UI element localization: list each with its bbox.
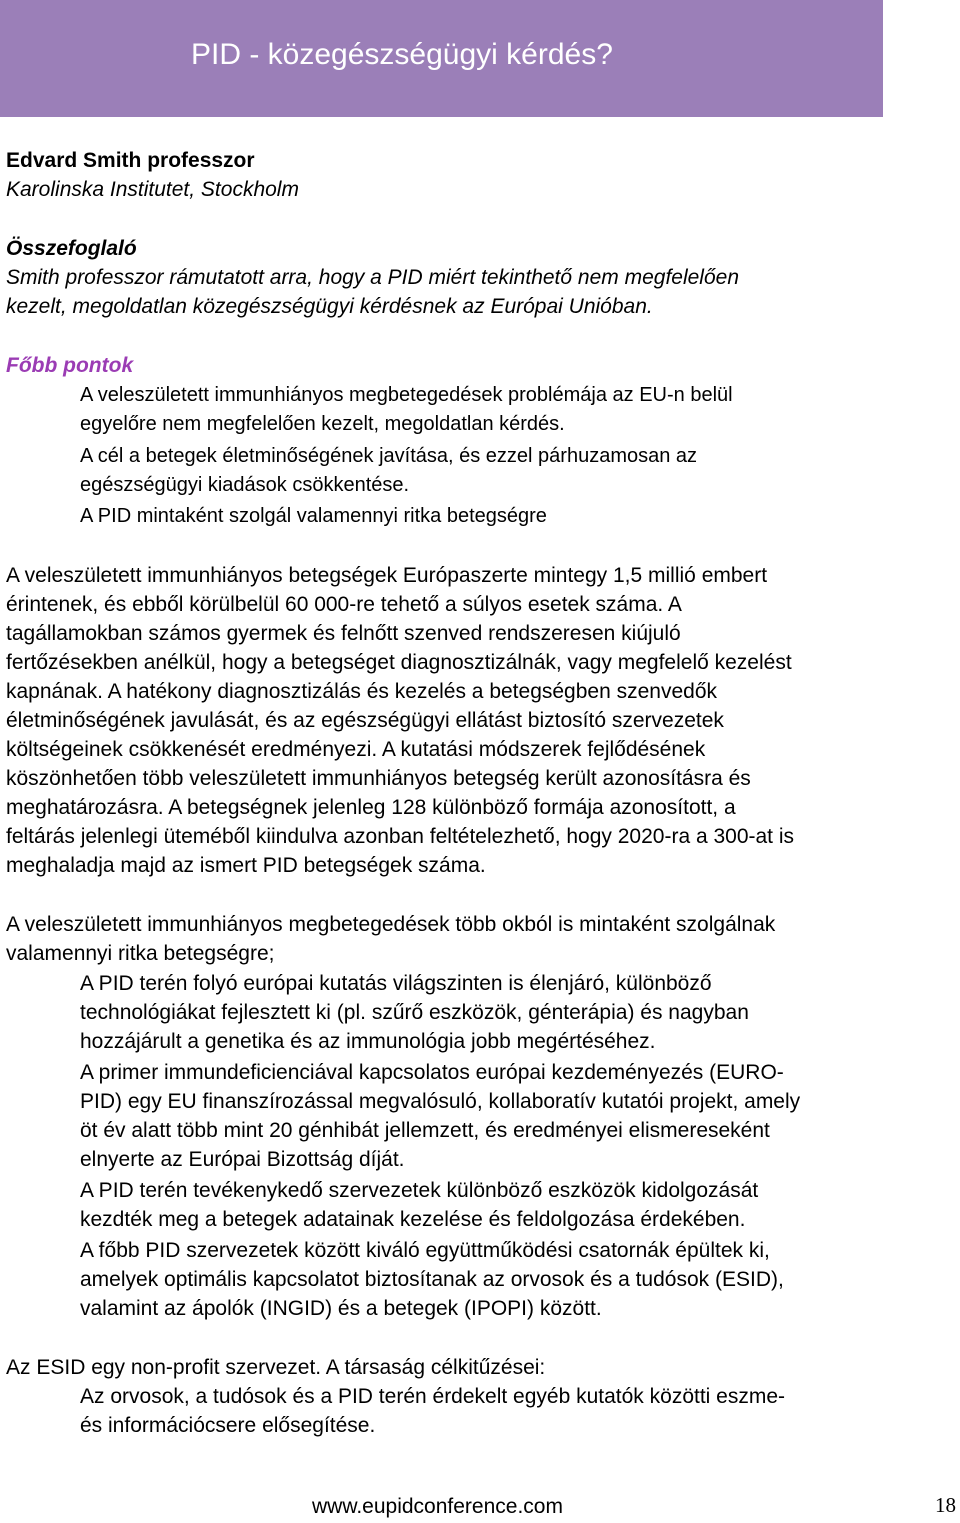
reason-line: kezdték meg a betegek adatainak kezelése és feldolgozása érdekében. xyxy=(80,1208,746,1231)
reason-line: elnyerte az Európai Bizottság díját. xyxy=(80,1148,405,1171)
body-line: meghaladja majd az ismert PID betegségek száma. xyxy=(6,854,486,877)
reason-line: technológiákat fejlesztett ki (pl. szűrő eszközök, génterápia) és nagyban xyxy=(80,1001,749,1024)
summary-line: Smith professzor rámutatott arra, hogy a PID miért tekinthető nem megfelelően xyxy=(6,266,740,289)
key-point-line: egyelőre nem megfelelően kezelt, megoldatlan kérdés. xyxy=(80,413,565,435)
reason-line: hozzájárult a genetika és az immunológia jobb megértéséhez. xyxy=(80,1030,656,1053)
body-line: kapnának. A hatékony diagnosztizálás és kezelés a betegségben szenvedők xyxy=(6,680,717,703)
body-line: fertőzésekben anélkül, hogy a betegséget diagnosztizálnák, vagy megfelelő kezelést xyxy=(6,651,792,674)
esid-goal-line: Az orvosok, a tudósok és a PID terén érdekelt egyéb kutatók közötti eszme- xyxy=(80,1385,786,1408)
reason-line: amelyek optimális kapcsolatot biztosítanak az orvosok és a tudósok (ESID), xyxy=(80,1268,784,1291)
reason-line: A főbb PID szervezetek között kiváló együttműködési csatornák épültek ki, xyxy=(80,1239,770,1262)
body-line: költségeinek csökkenését eredményezi. A kutatási módszerek fejlődésének xyxy=(6,738,706,761)
reason-line: A PID terén folyó európai kutatás világszinten is élenjáró, különböző xyxy=(80,972,712,995)
body-line: A veleszületett immunhiányos betegségek Európaszerte mintegy 1,5 millió embert xyxy=(6,564,768,587)
reason-line: A primer immundeficienciával kapcsolatos európai kezdeményezés (EURO- xyxy=(80,1061,784,1084)
reason-line: A PID terén tevékenykedő szervezetek különböző eszközök kidolgozását xyxy=(80,1179,759,1202)
key-point-line: A PID mintaként szolgál valamennyi ritka betegségre xyxy=(80,505,547,527)
body-line: köszönhetően több veleszületett immunhiányos betegség került azonosításra és xyxy=(6,767,751,790)
page-title: PID - közegészségügyi kérdés? xyxy=(191,38,613,71)
footer-url[interactable]: www.eupidconference.com xyxy=(312,1495,563,1518)
reason-line: PID) egy EU finanszírozással megvalósuló, kollaboratív kutatói projekt, amely xyxy=(80,1090,801,1113)
summary-heading: Összefoglaló xyxy=(6,237,137,260)
key-point-line: A cél a betegek életminőségének javítása, és ezzel párhuzamosan az xyxy=(80,445,698,467)
reasons-intro-line: valamennyi ritka betegségre; xyxy=(6,942,275,965)
esid-goal-line: és információcsere elősegítése. xyxy=(80,1414,376,1437)
key-point-line: egészségügyi kiadások csökkentése. xyxy=(80,474,410,496)
page-number: 18 xyxy=(935,1493,956,1517)
body-line: érintenek, és ebből körülbelül 60 000-re tehető a súlyos esetek száma. A xyxy=(6,593,682,616)
key-points-heading: Főbb pontok xyxy=(6,354,134,377)
body-line: feltárás jelenlegi üteméből kiindulva azonban feltételezhető, hogy 2020-ra a 300-at is xyxy=(6,825,795,848)
body-line: tagállamokban számos gyermek és felnőtt szenved rendszeresen kiújuló xyxy=(6,622,681,645)
title-banner xyxy=(0,0,883,117)
author-affiliation: Karolinska Institutet, Stockholm xyxy=(6,178,299,201)
summary-line: kezelt, megoldatlan közegészségügyi kérdésnek az Európai Unióban. xyxy=(6,295,653,318)
body-line: meghatározásra. A betegségnek jelenleg 128 különböző formája azonosított, a xyxy=(6,796,736,819)
esid-intro: Az ESID egy non-profit szervezet. A társaság célkitűzései: xyxy=(6,1356,546,1379)
body-line: életminőségének javulását, és az egészségügyi ellátást biztosító szervezetek xyxy=(6,709,724,732)
reason-line: öt év alatt több mint 20 génhibát jellemzett, és eredményei elismereseként xyxy=(80,1119,770,1142)
key-point-line: A veleszületett immunhiányos megbetegedések problémája az EU-n belül xyxy=(80,384,733,406)
reasons-intro-line: A veleszületett immunhiányos megbetegedések több okból is mintaként szolgálnak xyxy=(6,913,776,936)
author-name: Edvard Smith professzor xyxy=(6,149,255,172)
reason-line: valamint az ápolók (INGID) és a betegek (IPOPI) között. xyxy=(80,1297,602,1320)
